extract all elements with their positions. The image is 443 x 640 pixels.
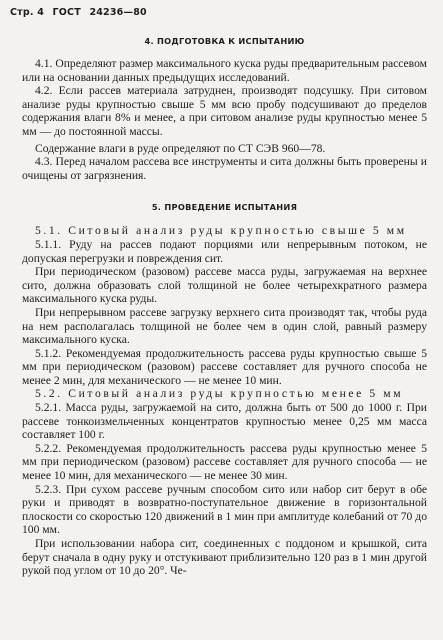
paragraph-5-2-1: 5.2.1. Масса руды, загружаемой на сито, должна быть от 500 до 1000 г. При рассеве тонкоизмельченных концентратов крупностью менее 0,25 мм масса составляет 100 г. xyxy=(22,401,427,442)
page-content xyxy=(22,36,427,578)
paragraph-5-2-2: 5.2.2. Рекомендуемая продолжительность рассева руды крупностью менее 5 мм при периодическом (разовом) рассеве составляет для ручного способа — не менее 10 мин, для механического — не менее 30 мин. xyxy=(22,441,427,483)
standard-label: ГОСТ xyxy=(52,7,81,18)
paragraph-5-2-3: 5.2.3. При сухом рассеве ручным способом сито или набор сит берут в обе руки и приводят в возвратно-поступательное движение в горизонтальной плоскости со скоростью 120 движений в 1 мин при амплитуде колебаний от 70 до 100 мм. xyxy=(22,482,427,537)
paragraph-4-1: 4.1. Определяют размер максимального куска руды предварительным рассевом или на основании данных предыдущих исследований. xyxy=(22,57,427,84)
paragraph-4-3: 4.3. Перед началом рассева все инструменты и сита должны быть проверены и очищены от загрязнения. xyxy=(22,155,427,182)
paragraph-periodic-sieving: При периодическом (разовом) рассеве масса руды, загружаемая на верхнее сито, должна образовать слой толщиной не более четырехкратного размера максимального куска руды. xyxy=(22,265,427,306)
subsection-5-1-heading: 5.1. Ситовый анализ руды крупностью свыше 5 мм xyxy=(35,224,407,238)
paragraph-4-2: 4.2. Если рассев материала затруднен, производят подсушку. При ситовом анализе руды крупностью свыше 5 мм всю пробу подсушивают до пределов содержания влаги 8% и менее, а при ситовом анализе руды крупностью менее 5 мм — до постоянной массы. xyxy=(22,84,427,138)
paragraph-5-1-2: 5.1.2. Рекомендуемая продолжительность рассева руды крупностью свыше 5 мм при периодическом (разовом) рассеве составляет для ручного способа не менее 2 мин, для механического — не менее 10 мин. xyxy=(22,346,427,387)
page-number: Стр. 4 xyxy=(10,7,45,18)
paragraph-moisture: Содержание влаги в руде определяют по СТ СЭВ 960—78. xyxy=(35,141,326,155)
section-5-title: 5. ПРОВЕДЕНИЕ ИСПЫТАНИЯ xyxy=(151,202,298,213)
paragraph-continuous-sieving: При непрерывном рассеве загрузку верхнего сита производят так, чтобы руда на нем располагалась толщиной не более чем в один слой, равный размеру максимального куска. xyxy=(22,305,427,347)
page-header xyxy=(10,7,152,18)
section-4-title: 4. ПОДГОТОВКА К ИСПЫТАНИЮ xyxy=(144,36,305,46)
paragraph-sieve-set: При использовании набора сит, соединенных с поддоном и крышкой, сита берут сначала в одну руку и отстукивают приблизительно 120 раз в 1 мин другой рукой под углом от 10 до 20°. Че- xyxy=(22,537,427,578)
paragraph-5-1-1: 5.1.1. Руду на рассев подают порциями или непрерывным потоком, не допуская перегрузки и повреждения сит. xyxy=(22,237,427,265)
subsection-5-2-heading: 5.2. Ситовый анализ руды крупностью менее 5 мм xyxy=(35,387,404,401)
standard-number: 24236—80 xyxy=(89,7,147,18)
